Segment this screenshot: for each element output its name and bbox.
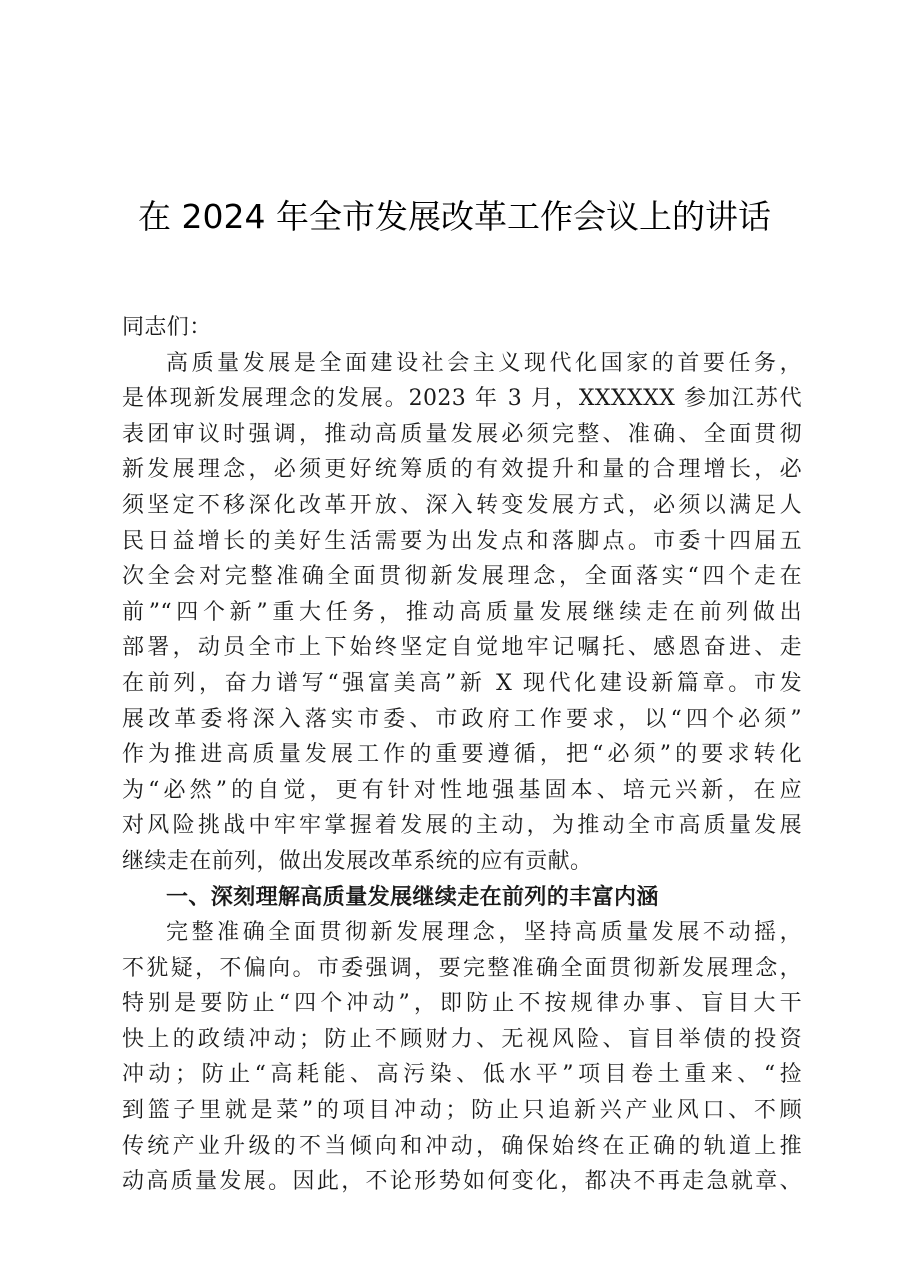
document-title: 在 2024 年全市发展改革工作会议上的讲话: [138, 197, 771, 236]
paragraph-line: 民日益增长的美好生活需要为出发点和落脚点。市委十四届五: [122, 528, 802, 554]
paragraph-line: 须坚定不移深化改革开放、深入转变发展方式，必须以满足人: [122, 492, 802, 518]
paragraph-line: 部署，动员全市上下始终坚定自觉地牢记嘱托、感恩奋进、走: [122, 635, 802, 661]
paragraph-line: 传统产业升级的不当倾向和冲动，确保始终在正确的轨道上推: [122, 1133, 802, 1159]
paragraph-line: 完整准确全面贯彻新发展理念，坚持高质量发展不动摇，: [166, 920, 802, 946]
paragraph-line: 为“必然”的自觉，更有针对性地强基固本、培元兴新，在应: [122, 777, 802, 803]
paragraph-line: 作为推进高质量发展工作的重要遵循，把“必须”的要求转化: [122, 742, 802, 768]
salutation: 同志们：: [122, 315, 212, 340]
paragraph-line: 是体现新发展理念的发展。2023 年 3 月，XXXXXX 参加江苏代: [122, 386, 802, 412]
paragraph-line: 在前列，奋力谱写“强富美高”新 X 现代化建设新篇章。市发: [122, 670, 802, 696]
paragraph-line: 快上的政绩冲动；防止不顾财力、无视风险、盲目举债的投资: [122, 1026, 802, 1052]
paragraph-line: 不犹疑，不偏向。市委强调，要完整准确全面贯彻新发展理念，: [122, 955, 802, 981]
paragraph-line: 继续走在前列，做出发展改革系统的应有贡献。: [122, 848, 593, 874]
paragraph-line: 特别是要防止“四个冲动”，即防止不按规律办事、盲目大干: [122, 991, 802, 1017]
paragraph-line: 动高质量发展。因此，不论形势如何变化，都决不再走急就章、: [122, 1169, 802, 1195]
paragraph-line: 到篮子里就是菜”的项目冲动；防止只追新兴产业风口、不顾: [122, 1098, 802, 1124]
paragraph-line: 展改革委将深入落实市委、市政府工作要求，以“四个必须”: [122, 706, 802, 732]
paragraph-line: 表团审议时强调，推动高质量发展必须完整、准确、全面贯彻: [122, 421, 802, 447]
paragraph-line: 新发展理念，必须更好统筹质的有效提升和量的合理增长，必: [122, 457, 802, 483]
paragraph-line: 前”“四个新”重大任务，推动高质量发展继续走在前列做出: [122, 599, 802, 625]
paragraph-line: 对风险挑战中牢牢掌握着发展的主动，为推动全市高质量发展: [122, 813, 802, 839]
section-heading: 一、深刻理解高质量发展继续走在前列的丰富内涵: [166, 884, 659, 910]
paragraph-line: 次全会对完整准确全面贯彻新发展理念，全面落实“四个走在: [122, 564, 802, 590]
document-body: [122, 310, 802, 1200]
paragraph-line: 冲动；防止“高耗能、高污染、低水平”项目卷土重来、“捡: [122, 1062, 802, 1088]
paragraph-line: 高质量发展是全面建设社会主义现代化国家的首要任务，: [166, 350, 802, 376]
